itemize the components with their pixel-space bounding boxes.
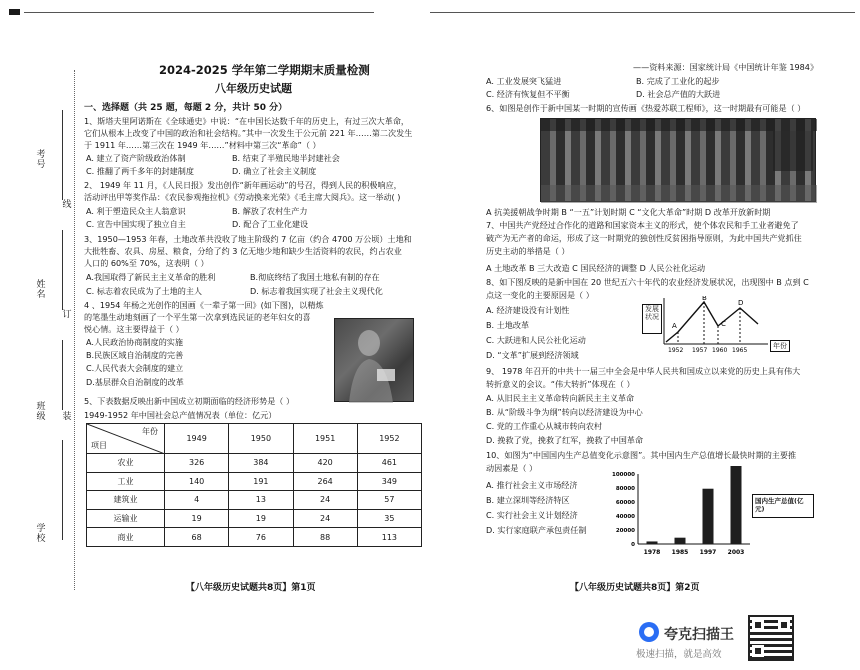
x-tick-label: 1957	[692, 347, 708, 354]
table-cell: 191	[229, 472, 293, 491]
point-label-a: A	[672, 322, 677, 330]
q10-option-b[interactable]: B. 建立深圳等经济特区	[486, 495, 570, 505]
table-cell: 57	[357, 491, 421, 510]
table-cell: 326	[165, 454, 229, 473]
table-cell: 24	[293, 491, 357, 510]
table-cell: 461	[357, 454, 421, 473]
table-cell: 264	[293, 472, 357, 491]
q5-option-b[interactable]: B. 完成了工业化的起步	[636, 76, 720, 86]
table-caption: 1949-1952 年中国社会总产值情况表（单位：亿元）	[84, 410, 277, 420]
q9-option-a[interactable]: A. 从旧民主主义革命转向新民主主义革命	[486, 393, 635, 403]
school-label: 学校	[36, 524, 46, 544]
row-label: 商业	[87, 528, 165, 547]
q7-options[interactable]: A 土地改革 B 三大改造 C 国民经济的调整 D 人民公社化运动	[486, 263, 706, 273]
q3-stem-line: 人口的 60%至 70%，这表明（ ）	[84, 258, 209, 268]
exam-number-label: 考号	[36, 150, 46, 170]
point-label-c: C	[721, 320, 726, 328]
scanner-slogan: 极速扫描，就是高效	[636, 649, 722, 660]
q8-option-c[interactable]: C. 大跃进和人民公社化运动	[486, 335, 586, 345]
table-row	[87, 491, 422, 510]
y-tick-label: 40000	[615, 514, 635, 520]
row-label: 建筑业	[87, 491, 165, 510]
q1-stem-line: 它们从根本上改变了中国的政治和社会结构。”其中一次发生于公元前 221 年……第二次发生	[84, 128, 413, 138]
q5-option-c[interactable]: C. 经济有恢复但不平衡	[486, 89, 570, 99]
table-source: ——资料来源：国家统计局《中国统计年鉴 1984》	[633, 62, 819, 72]
graph-y-label: 发展状况	[642, 304, 662, 334]
table-cell: 140	[165, 472, 229, 491]
q9-stem-line: 9、 1978 年召开的中共十一届三中全会是中华人民共和国成立以来党的历史上具有伟大	[486, 366, 801, 376]
q2-stem-line: 2、 1949 年 11 月，《人民日报》发出创作“新年画运动”的号召，得到人民的积极响应，	[84, 180, 402, 190]
q8-stem-line: 点这一变化的主要原因是（ ）	[486, 290, 594, 300]
table-row	[87, 454, 422, 473]
cut-line-char-ding: 订	[62, 310, 72, 320]
x-tick-label: 1965	[732, 347, 748, 354]
gdp-bar	[647, 541, 658, 544]
q4-option-d[interactable]: D.基层群众自治制度的改革	[86, 377, 184, 387]
page-footer-2: 【八年级历史试题共8页】第2页	[570, 583, 700, 593]
cut-line-char-zhuang: 装	[62, 412, 72, 422]
qr-code-icon	[748, 615, 794, 661]
table-cell: 113	[357, 528, 421, 547]
q5-option-d[interactable]: D. 社会总产值的大跃进	[636, 89, 721, 99]
q9-option-d[interactable]: D. 挽救了党，挽救了红军，挽救了中国革命	[486, 435, 644, 445]
year-header: 1951	[293, 424, 357, 454]
q10-option-d[interactable]: D. 实行家庭联产承包责任制	[486, 525, 587, 535]
row-label: 工业	[87, 472, 165, 491]
top-rule-left	[24, 12, 374, 13]
top-rule-right	[430, 12, 855, 13]
exam-number-line	[62, 110, 63, 200]
table-cell: 13	[229, 491, 293, 510]
table-cell: 4	[165, 491, 229, 510]
exam-subtitle: 八年级历史试题	[215, 82, 292, 95]
year-header: 1952	[357, 424, 421, 454]
table-row	[87, 528, 422, 547]
point-label-d: D	[738, 299, 744, 307]
cut-line-char-xian: 线	[62, 200, 72, 210]
q6-stem: 6、如图是创作于新中国某一时期的宣传画《热爱苏联工程师》，这一时期最有可能是（ ）	[486, 103, 806, 113]
binding-dotted-line	[74, 70, 75, 590]
y-tick-label: 0	[631, 542, 635, 548]
q8-option-b[interactable]: B. 土地改革	[486, 320, 530, 330]
q5-option-a[interactable]: A. 工业发展突飞猛进	[486, 76, 562, 86]
q7-stem-line: 7、中国共产党经过合作化的道路和国家资本主义的形式，使个体农民和手工业者避免了	[486, 220, 799, 230]
x-tick-label: 1960	[712, 347, 728, 354]
scanner-brand: 夸克扫描王	[664, 627, 734, 643]
corner-mark	[9, 9, 20, 15]
gdp-table	[86, 423, 422, 547]
q10-option-a[interactable]: A. 推行社会主义市场经济	[486, 480, 578, 490]
x-tick-label: 1985	[671, 549, 689, 556]
name-line	[62, 230, 63, 310]
q1-option-a[interactable]: A. 建立了资产阶级政治体制	[86, 153, 186, 163]
q4-stem-line: 的笔墨生动地刻画了一个平生第一次拿到选民证的老年妇女的喜	[84, 312, 311, 322]
table-row	[87, 472, 422, 491]
q2-stem-line: 活动评出甲等奖作品：《农民参观拖拉机》《劳动换来光荣》《毛主席大阅兵》。这一举动( )	[84, 192, 401, 202]
y-tick-label: 100000	[612, 472, 635, 478]
q3-stem-line: 大批牲畜、农具、房屋、粮食，分给了约 3 亿无地少地和缺少生活资料的农民，约占农业	[84, 246, 402, 256]
table-cell: 24	[293, 509, 357, 528]
q7-stem-line: 破产为无产者的命运，形成了这一时期党的独创性反贫困指导原则，为此中国共产党抓住	[486, 233, 802, 243]
q7-stem-line: 历史主动的举措是（ ）	[486, 246, 570, 256]
table-cell: 19	[165, 509, 229, 528]
q6-options[interactable]: A 抗美援朝战争时期 B “一五”计划时期 C “文化大革命”时期 D 改革开放新时期	[486, 207, 771, 217]
row-label: 农业	[87, 454, 165, 473]
graph-x-label: 年份	[770, 340, 790, 352]
name-label: 姓名	[36, 280, 46, 300]
table-cell: 420	[293, 454, 357, 473]
q4-stem-line: 4 、1954 年杨之光创作的国画《一辈子第一回》(如下图)，以精炼	[84, 300, 324, 310]
q9-stem-line: 转折意义的会议。“伟大转折”体现在（ ）	[486, 379, 635, 389]
trend-line	[666, 302, 758, 342]
gdp-bar	[731, 466, 742, 544]
class-line	[62, 340, 63, 410]
y-tick-label: 80000	[615, 486, 635, 492]
q1-option-b[interactable]: B. 结束了半殖民地半封建社会	[232, 153, 340, 163]
painting-image	[334, 318, 414, 402]
q9-option-c[interactable]: C. 党的工作重心从城市转向农村	[486, 421, 603, 431]
x-tick-label: 1978	[643, 549, 661, 556]
table-row	[87, 509, 422, 528]
q10-stem-line: 动因素是（ ）	[486, 463, 538, 473]
propaganda-poster-image	[540, 118, 816, 202]
corner-year-label: 年份	[142, 427, 158, 436]
q4-stem-line: 悦心情。这主要得益于（ ）	[84, 324, 184, 334]
q4-option-b[interactable]: B.民族区域自治制度的完善	[86, 350, 184, 360]
section-heading: 一、选择题（共 25 题，每题 2 分，共计 50 分）	[84, 103, 288, 113]
table-cell: 76	[229, 528, 293, 547]
y-tick-label: 20000	[615, 528, 635, 534]
point-label-b: B	[702, 296, 707, 302]
year-header: 1950	[229, 424, 293, 454]
table-cell: 35	[357, 509, 421, 528]
x-tick-label: 1997	[699, 549, 717, 556]
q1-option-d[interactable]: D. 确立了社会主义制度	[232, 166, 317, 176]
table-corner-cell	[87, 424, 165, 454]
page-footer-1: 【八年级历史试题共8页】第1页	[186, 583, 316, 593]
year-header: 1949	[165, 424, 229, 454]
q3-option-b[interactable]: B.彻底终结了我国土地私有制的存在	[250, 272, 380, 282]
class-label: 班级	[36, 402, 46, 422]
table-cell: 88	[293, 528, 357, 547]
q3-option-d[interactable]: D. 标志着我国实现了社会主义现代化	[250, 286, 383, 296]
q9-option-b[interactable]: B. 从“阶级斗争为纲”转向以经济建设为中心	[486, 407, 643, 417]
gdp-bar	[675, 538, 686, 544]
table-cell: 349	[357, 472, 421, 491]
q1-stem-line: 1、斯塔夫里阿诺斯在《全球通史》中说：“在中国长达数千年的历史上，有过三次大革命，	[84, 116, 410, 126]
school-line	[62, 440, 63, 540]
y-tick-label: 60000	[615, 500, 635, 506]
q8-stem-line: 8、如下图反映的是新中国在 20 世纪五六十年代的农业经济发展状况，出现图中 B 点到 C	[486, 277, 809, 287]
q3-option-c[interactable]: C. 标志着农民成为了土地的主人	[86, 286, 203, 296]
table-cell: 68	[165, 528, 229, 547]
q8-option-a[interactable]: A. 经济建设没有计划性	[486, 305, 570, 315]
q10-option-c[interactable]: C. 实行社会主义计划经济	[486, 510, 578, 520]
corner-item-label: 项目	[91, 441, 107, 450]
q3-stem-line: 3、1950—1953 年春，土地改革共没收了地主阶级约 7 亿亩（约合 4700 万公顷）土地和	[84, 234, 412, 244]
q2-option-b[interactable]: B. 解放了农村生产力	[232, 206, 308, 216]
table-cell: 384	[229, 454, 293, 473]
q10-stem-line: 10、如图为“中国国内生产总值变化示意图”。其中国内生产总值增长最快时期的主要推	[486, 450, 797, 460]
q1-option-c[interactable]: C. 推翻了两千多年的封建制度	[86, 166, 194, 176]
gdp-bar	[703, 489, 714, 544]
agriculture-trend-graph	[640, 296, 790, 358]
q2-option-d[interactable]: D. 配合了工业化建设	[232, 219, 309, 229]
q1-stem-line: 于 1911 年……第三次在 1949 年……”材料中第三次“革命”（ ）	[84, 140, 321, 150]
q4-option-c[interactable]: C.人民代表大会制度的建立	[86, 363, 184, 373]
q3-option-a[interactable]: A.我国取得了新民主主义革命的胜利	[86, 272, 216, 282]
x-tick-label: 2003	[727, 549, 745, 556]
q4-option-a[interactable]: A.人民政治协商制度的实施	[86, 337, 183, 347]
exam-title: 2024-2025 学年第二学期期末质量检测	[159, 63, 370, 77]
chart-legend: 国内生产总值(亿元)	[752, 494, 814, 518]
q5-stem: 5、下表数据反映出新中国成立初期面临的经济形势是（ ）	[84, 396, 295, 406]
scanner-logo-icon	[639, 622, 659, 642]
row-label: 运输业	[87, 509, 165, 528]
q2-option-a[interactable]: A. 利于塑造民众主人翁意识	[86, 206, 186, 216]
q8-option-d[interactable]: D. “文革”扩展到经济领域	[486, 350, 579, 360]
x-tick-label: 1952	[668, 347, 684, 354]
table-cell: 19	[229, 509, 293, 528]
table-header-row	[87, 424, 422, 454]
q2-option-c[interactable]: C. 宣告中国实现了独立自主	[86, 219, 186, 229]
